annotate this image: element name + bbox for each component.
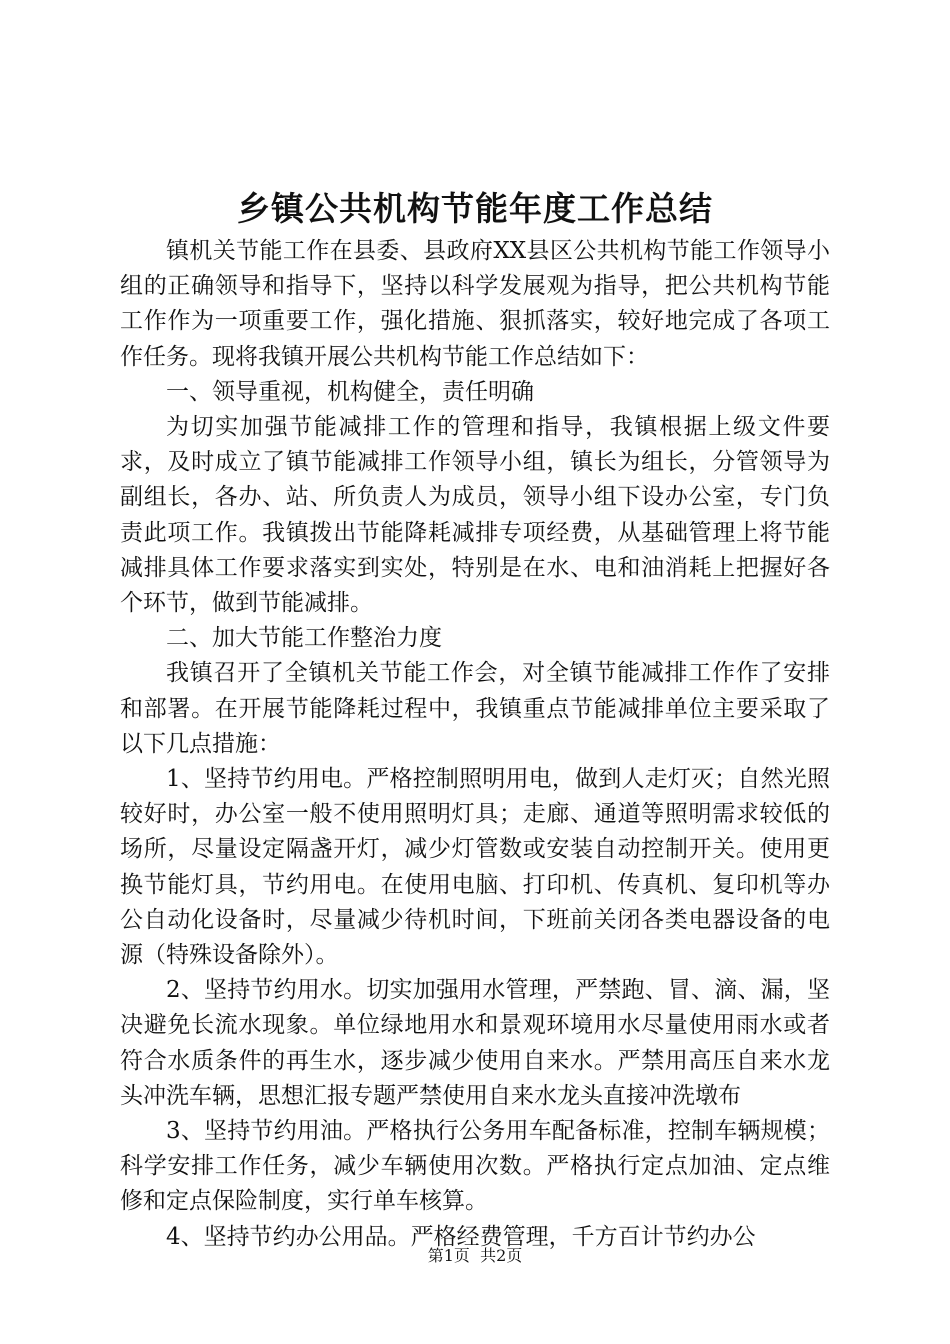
measure-water-paragraph: 2、坚持节约用水。切实加强用水管理，严禁跑、冒、滴、漏，坚决避免长流水现象。单位绿地用水和景观环境用水尽量使用雨水或者符合水质条件的再生水，逐步减少使用自来水。严禁用高压自来水龙头冲洗车辆，思想汇报专题严禁使用自来水龙头直接冲洗墩布 — [120, 977, 830, 1109]
section-1-paragraph: 为切实加强节能减排工作的管理和指导，我镇根据上级文件要求，及时成立了镇节能减排工作领导小组，镇长为组长，分管领导为副组长，各办、站、所负责人为成员，领导小组下设办公室，专门负责此项工作。我镇拨出节能降耗减排专项经费，从基础管理上将节能减排具体工作要求落实到实处，特别是在水、电和油消耗上把握好各个环节，做到节能减排。 — [120, 414, 830, 617]
document-title: 乡镇公共机构节能年度工作总结 — [237, 189, 713, 228]
page-footer — [0, 1244, 950, 1268]
intro-paragraph: 镇机关节能工作在县委、县政府XX县区公共机构节能工作领导小组的正确领导和指导下，坚持以科学发展观为指导，把公共机构节能工作作为一项重要工作，强化措施、狠抓落实，较好地完成了各项工作任务。现将我镇开展公共机构节能工作总结如下： — [120, 238, 830, 370]
section-heading-1: 一、领导重视，机构健全，责任明确 — [166, 378, 534, 405]
section-heading-2: 二、加大节能工作整治力度 — [166, 625, 442, 652]
measure-office-supplies-paragraph: 4、坚持节约办公用品。严格经费管理，千方百计节约办公 — [166, 1223, 756, 1250]
section-2-paragraph: 我镇召开了全镇机关节能工作会，对全镇节能减排工作作了安排和部署。在开展节能降耗过程中，我镇重点节能减排单位主要采取了以下几点措施： — [120, 660, 830, 757]
page-number-label: 第1页 共2页 — [427, 1246, 523, 1265]
document-body — [120, 234, 830, 1255]
measure-electricity-paragraph: 1、坚持节约用电。严格控制照明用电，做到人走灯灭；自然光照较好时，办公室一般不使用照明灯具；走廊、通道等照明需求较低的场所，尽量设定隔盏开灯，减少灯管数或安装自动控制开关。使用更换节能灯具，节约用电。在使用电脑、打印机、传真机、复印机等办公自动化设备时，尽量减少待机时间，下班前关闭各类电器设备的电源（特殊设备除外）。 — [120, 766, 830, 969]
measure-fuel-paragraph: 3、坚持节约用油。严格执行公务用车配备标准，控制车辆规模；科学安排工作任务，减少车辆使用次数。严格执行定点加油、定点维修和定点保险制度，实行单车核算。 — [120, 1118, 830, 1215]
